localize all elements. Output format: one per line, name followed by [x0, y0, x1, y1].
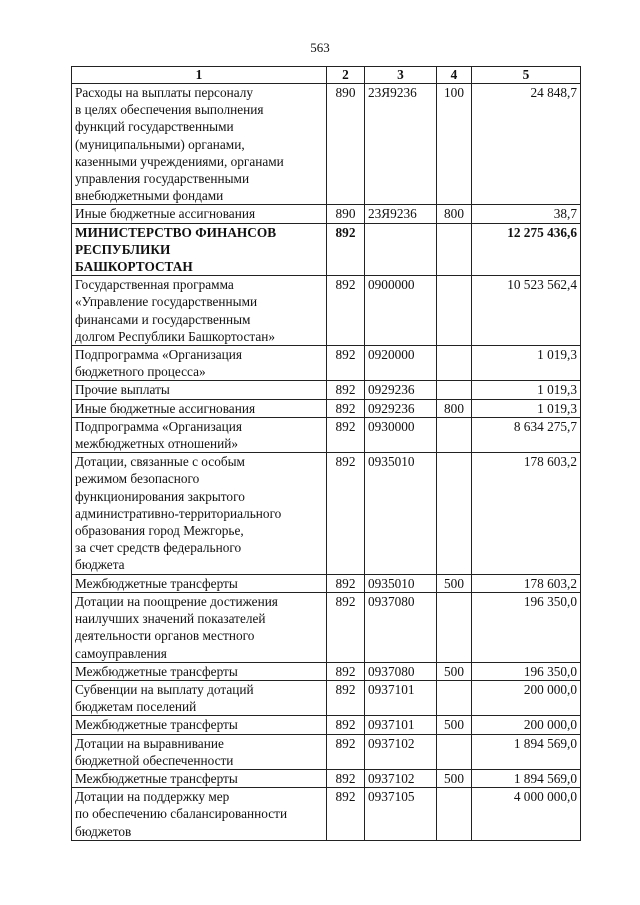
row-name: Государственная программа «Управление государственными финансами и государственным долгом Республики Башкортостан»: [72, 276, 327, 346]
table-row: [72, 205, 581, 223]
row-name: Межбюджетные трансферты: [72, 662, 327, 680]
row-expense-type: [437, 381, 472, 399]
row-department-code: 892: [327, 346, 365, 381]
row-expense-type: [437, 223, 472, 276]
row-name: Дотации на поддержку мер по обеспечению сбалансированности бюджетов: [72, 788, 327, 841]
column-header-1: 1: [72, 67, 327, 84]
column-header-3: 3: [365, 67, 437, 84]
row-expense-type: [437, 346, 472, 381]
row-expense-type: 500: [437, 769, 472, 787]
table-row: [72, 574, 581, 592]
row-name: Межбюджетные трансферты: [72, 574, 327, 592]
row-target-code: 0929236: [365, 399, 437, 417]
table-row: [72, 399, 581, 417]
row-target-code: 0937080: [365, 662, 437, 680]
row-name: Дотации, связанные с особым режимом безопасного функционирования закрытого административно-территориального образования город Межгорье, за счет средств федерального бюджета: [72, 453, 327, 574]
row-target-code: 23Я9236: [365, 205, 437, 223]
row-name: Межбюджетные трансферты: [72, 716, 327, 734]
row-expense-type: 100: [437, 84, 472, 205]
row-target-code: 0937105: [365, 788, 437, 841]
table-row: [72, 346, 581, 381]
row-amount: 38,7: [472, 205, 581, 223]
column-header-2: 2: [327, 67, 365, 84]
row-department-code: 892: [327, 592, 365, 662]
table-row: [72, 417, 581, 452]
table-body: [72, 84, 581, 841]
table-row: [72, 734, 581, 769]
row-target-code: [365, 223, 437, 276]
row-department-code: 892: [327, 734, 365, 769]
row-amount: 1 019,3: [472, 399, 581, 417]
row-expense-type: 500: [437, 716, 472, 734]
table-row: [72, 680, 581, 715]
row-expense-type: 800: [437, 399, 472, 417]
row-name: Прочие выплаты: [72, 381, 327, 399]
row-amount: 178 603,2: [472, 453, 581, 574]
row-amount: 1 019,3: [472, 346, 581, 381]
row-department-code: 892: [327, 788, 365, 841]
row-department-code: 892: [327, 716, 365, 734]
row-expense-type: 500: [437, 662, 472, 680]
column-header-5: 5: [472, 67, 581, 84]
row-target-code: 23Я9236: [365, 84, 437, 205]
row-amount: 1 019,3: [472, 381, 581, 399]
row-amount: 196 350,0: [472, 662, 581, 680]
row-target-code: 0937101: [365, 716, 437, 734]
table-row: [72, 716, 581, 734]
row-target-code: 0900000: [365, 276, 437, 346]
table-row: [72, 223, 581, 276]
row-amount: 24 848,7: [472, 84, 581, 205]
row-name: МИНИСТЕРСТВО ФИНАНСОВ РЕСПУБЛИКИ БАШКОРТОСТАН: [72, 223, 327, 276]
row-amount: 10 523 562,4: [472, 276, 581, 346]
row-name: Дотации на выравнивание бюджетной обеспеченности: [72, 734, 327, 769]
row-name: Подпрограмма «Организация бюджетного процесса»: [72, 346, 327, 381]
row-department-code: 892: [327, 381, 365, 399]
row-amount: 1 894 569,0: [472, 769, 581, 787]
row-department-code: 892: [327, 453, 365, 574]
row-department-code: 892: [327, 574, 365, 592]
row-target-code: 0937102: [365, 734, 437, 769]
row-department-code: 892: [327, 399, 365, 417]
row-target-code: 0935010: [365, 453, 437, 574]
row-amount: 1 894 569,0: [472, 734, 581, 769]
row-expense-type: [437, 453, 472, 574]
row-name: Иные бюджетные ассигнования: [72, 205, 327, 223]
page-number: 563: [310, 40, 330, 55]
budget-table: [71, 66, 581, 841]
row-expense-type: 500: [437, 574, 472, 592]
row-target-code: 0937102: [365, 769, 437, 787]
row-name: Субвенции на выплату дотаций бюджетам поселений: [72, 680, 327, 715]
row-expense-type: [437, 592, 472, 662]
table-row: [72, 276, 581, 346]
table-row: [72, 453, 581, 574]
column-header-4: 4: [437, 67, 472, 84]
row-target-code: 0937080: [365, 592, 437, 662]
table-row: [72, 381, 581, 399]
row-amount: 200 000,0: [472, 680, 581, 715]
row-department-code: 892: [327, 769, 365, 787]
table-row: [72, 769, 581, 787]
table-row: [72, 592, 581, 662]
row-department-code: 890: [327, 205, 365, 223]
row-expense-type: [437, 417, 472, 452]
row-target-code: 0937101: [365, 680, 437, 715]
row-expense-type: [437, 680, 472, 715]
row-department-code: 892: [327, 276, 365, 346]
table-row: [72, 662, 581, 680]
row-department-code: 892: [327, 417, 365, 452]
row-expense-type: [437, 788, 472, 841]
row-name: Расходы на выплаты персоналу в целях обеспечения выполнения функций государственными (муниципальными) органами, казенными учреждениями, органами управления государственными внебюджетными фондами: [72, 84, 327, 205]
row-name: Межбюджетные трансферты: [72, 769, 327, 787]
row-expense-type: [437, 276, 472, 346]
row-expense-type: [437, 734, 472, 769]
row-target-code: 0929236: [365, 381, 437, 399]
row-name: Подпрограмма «Организация межбюджетных отношений»: [72, 417, 327, 452]
row-amount: 12 275 436,6: [472, 223, 581, 276]
row-department-code: 890: [327, 84, 365, 205]
row-department-code: 892: [327, 680, 365, 715]
row-department-code: 892: [327, 223, 365, 276]
row-name: Иные бюджетные ассигнования: [72, 399, 327, 417]
row-target-code: 0920000: [365, 346, 437, 381]
table-header-row: [72, 67, 581, 84]
row-amount: 200 000,0: [472, 716, 581, 734]
table-row: [72, 84, 581, 205]
row-expense-type: 800: [437, 205, 472, 223]
row-amount: 8 634 275,7: [472, 417, 581, 452]
row-amount: 178 603,2: [472, 574, 581, 592]
row-name: Дотации на поощрение достижения наилучших значений показателей деятельности органов местного самоуправления: [72, 592, 327, 662]
table-row: [72, 788, 581, 841]
row-amount: 4 000 000,0: [472, 788, 581, 841]
row-amount: 196 350,0: [472, 592, 581, 662]
row-target-code: 0935010: [365, 574, 437, 592]
row-department-code: 892: [327, 662, 365, 680]
row-target-code: 0930000: [365, 417, 437, 452]
